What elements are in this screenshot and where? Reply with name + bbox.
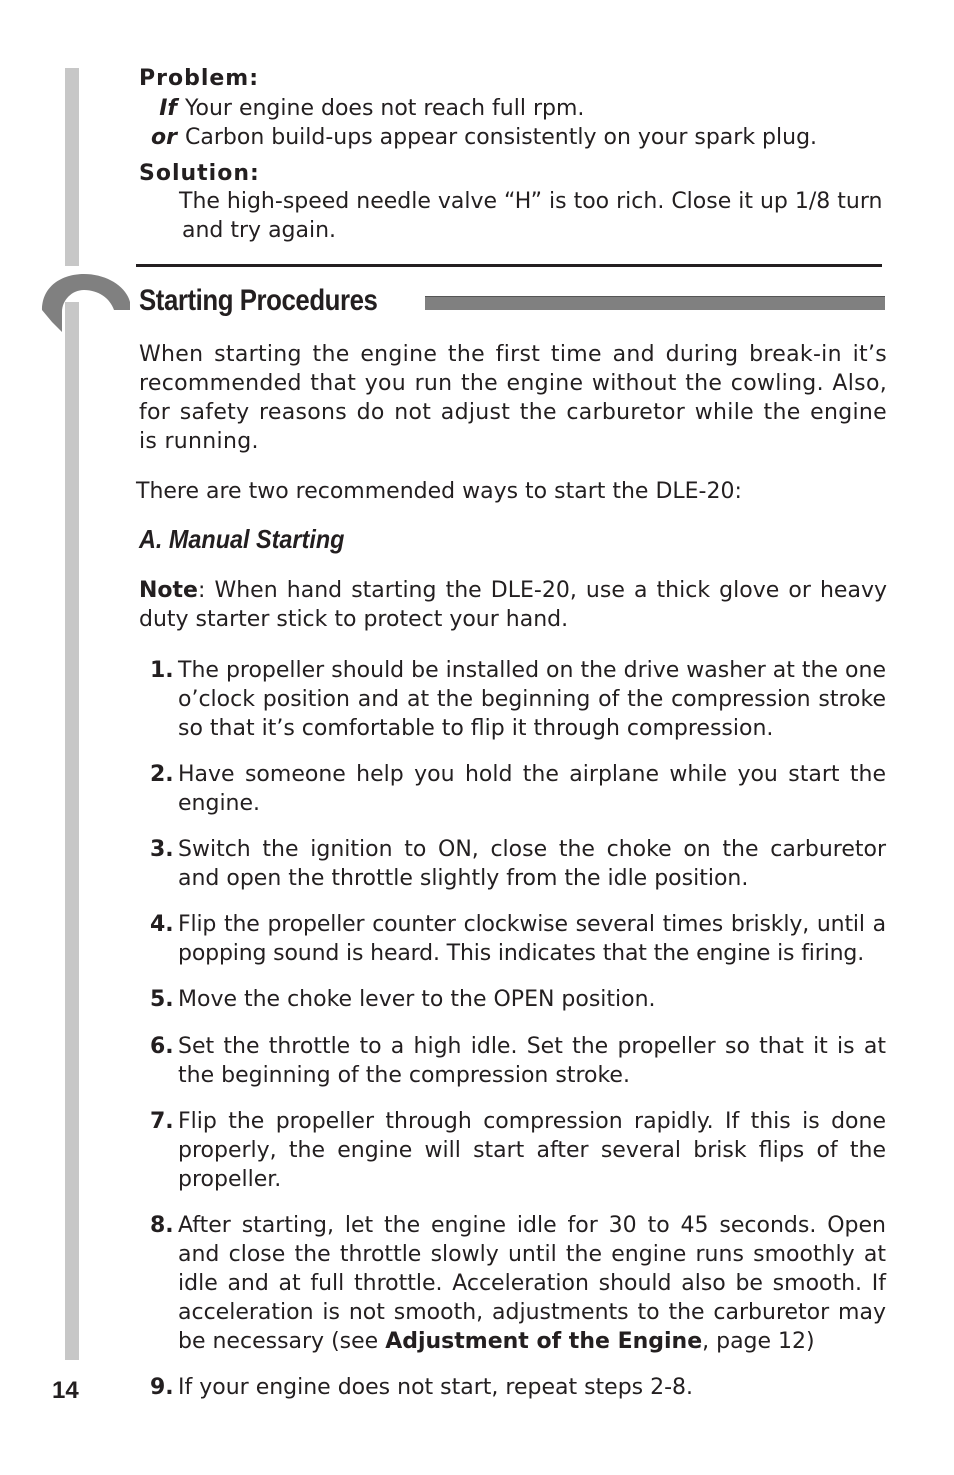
solution-line-1: The high-speed needle valve “H” is too rich. Close it up 1/8 turn	[179, 189, 883, 214]
step-text: Flip the propeller through compression rapidly. If this is done properly, the engine will start after several brisk flips of the propeller.	[178, 1109, 886, 1192]
step-text: The propeller should be installed on the drive washer at the one o’clock position and at the beginning of the compression stroke so that it’s comfortable to flip it through compression.	[178, 658, 886, 741]
step-number: 9.	[150, 1375, 174, 1400]
step-text: Flip the propeller counter clockwise several times briskly, until a popping sound is heard. This indicates that the engine is firing.	[178, 912, 886, 966]
list-item	[150, 1032, 886, 1090]
step-number: 3.	[150, 837, 174, 862]
solution-line-2: and try again.	[182, 218, 337, 243]
step-number: 7.	[150, 1109, 174, 1134]
list-item	[150, 656, 886, 743]
step-text	[178, 1211, 886, 1356]
step-number: 5.	[150, 987, 174, 1012]
list-item	[150, 985, 886, 1014]
step-number: 6.	[150, 1034, 174, 1059]
note-text: : When hand starting the DLE-20, use a thick glove or heavy duty starter stick to protect your hand.	[139, 578, 887, 632]
list-item	[150, 760, 886, 818]
step-number: 2.	[150, 762, 174, 787]
section-title-bar	[425, 296, 885, 310]
subsection-title: A. Manual Starting	[139, 524, 345, 554]
problem-heading: Problem:	[139, 66, 260, 91]
page-number: 14	[52, 1377, 79, 1404]
or-keyword: or	[151, 125, 177, 150]
if-keyword: If	[159, 96, 177, 121]
step-text: Set the throttle to a high idle. Set the propeller so that it is at the beginning of the compression stroke.	[178, 1034, 886, 1088]
step-text: Switch the ignition to ON, close the choke on the carburetor and open the throttle slightly from the idle position.	[178, 837, 886, 891]
section-hook-icon	[40, 272, 132, 336]
solution-heading: Solution:	[139, 161, 260, 186]
step-number: 4.	[150, 912, 174, 937]
problem-if-line	[145, 94, 584, 123]
list-item	[150, 1373, 886, 1402]
list-item	[150, 910, 886, 968]
note-paragraph	[139, 576, 887, 634]
or-text: Carbon build-ups appear consistently on your spark plug.	[185, 125, 818, 150]
section-divider	[136, 264, 882, 267]
step-text-before: After starting, let the engine idle for 30 to 45 seconds. Open and close the throttle slowly until the engine runs smoothly at idle and at full throttle. Acceleration should also be smooth. If acceleration is not smooth, adjustments to the carburetor may be necessary (see	[178, 1213, 886, 1354]
step-number: 1.	[150, 658, 174, 683]
if-text: Your engine does not reach full rpm.	[185, 96, 585, 121]
margin-bar-bottom	[65, 310, 79, 1360]
margin-bar-top	[65, 68, 79, 266]
step-text: Have someone help you hold the airplane while you start the engine.	[178, 762, 886, 816]
list-item	[150, 1211, 886, 1356]
ways-paragraph: There are two recommended ways to start the DLE-20:	[136, 479, 742, 504]
section-title: Starting Procedures	[139, 284, 378, 317]
list-item	[150, 1107, 886, 1194]
adjustment-reference: Adjustment of the Engine	[385, 1329, 703, 1354]
note-label: Note	[139, 578, 198, 603]
step-text-after: , page 12)	[702, 1329, 815, 1354]
list-item	[150, 835, 886, 893]
intro-paragraph: When starting the engine the first time and during break-in it’s recommended that you run the engine without the cowling. Also, for safety reasons do not adjust the carburetor while the engine is running.	[139, 342, 887, 454]
problem-or-line	[145, 123, 817, 152]
step-text: If your engine does not start, repeat steps 2-8.	[178, 1375, 694, 1400]
step-number: 8.	[150, 1213, 174, 1238]
step-text: Move the choke lever to the OPEN position.	[178, 987, 656, 1012]
